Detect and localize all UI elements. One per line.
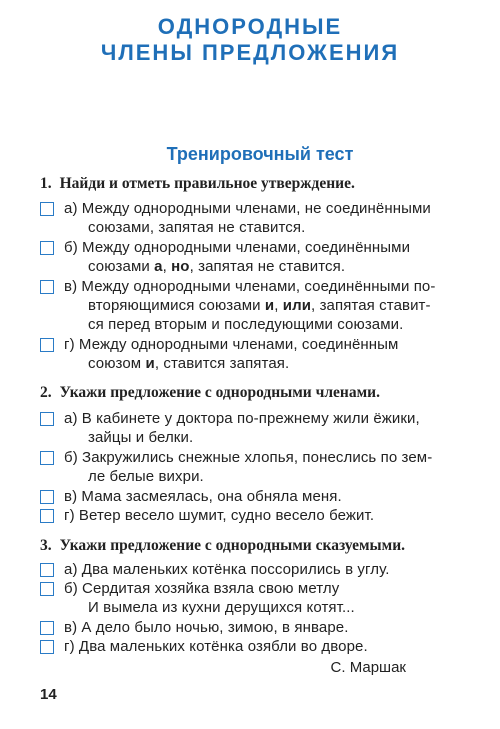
option-q3-a-line1: а) Два маленьких котёнка поссорились в углу. — [64, 561, 390, 578]
checkbox-q3-a[interactable] — [40, 563, 54, 577]
option-q2-b-line2: ле белые вихри. — [88, 468, 204, 485]
option-q1-b-line2: союзами а, но, запятая не ставится. — [88, 258, 346, 275]
title-line-1: ОДНОРОДНЫЕ — [157, 14, 343, 39]
question-2-heading — [40, 384, 380, 402]
question-3-text: Укажи предложение с однородными сказуемыми. — [59, 537, 406, 554]
question-1-heading — [40, 175, 355, 193]
question-2-number: 2. — [40, 384, 52, 401]
test-subtitle: Тренировочный тест — [166, 144, 354, 164]
page-title — [0, 14, 500, 66]
question-2-text: Укажи предложение с однородными членами. — [59, 384, 380, 401]
checkbox-q1-b[interactable] — [40, 241, 54, 255]
checkbox-q2-a[interactable] — [40, 412, 54, 426]
checkbox-q1-d[interactable] — [40, 338, 54, 352]
title-line-2: ЧЛЕНЫ ПРЕДЛОЖЕНИЯ — [100, 40, 400, 65]
option-q3-d-line1: г) Два маленьких котёнка озябли во дворе. — [64, 638, 368, 655]
checkbox-q3-d[interactable] — [40, 640, 54, 654]
question-3-number: 3. — [40, 537, 52, 554]
option-q1-c-line3: ся перед вторым и последующими союзами. — [88, 316, 404, 333]
option-q3-b-line2: И вымела из кухни дерущихся котят... — [88, 599, 355, 616]
checkbox-q2-d[interactable] — [40, 509, 54, 523]
checkbox-q3-b[interactable] — [40, 582, 54, 596]
option-q1-b-line1: б) Между однородными членами, соединёнными — [64, 239, 411, 256]
option-q2-c-line1: в) Мама засмеялась, она обняла меня. — [64, 488, 342, 505]
option-q1-a-line2: союзами, запятая не ставится. — [88, 219, 306, 236]
option-q3-b-line1: б) Сердитая хозяйка взяла свою метлу — [64, 580, 340, 597]
checkbox-q1-a[interactable] — [40, 202, 54, 216]
question-1-text: Найди и отметь правильное утверждение. — [59, 175, 355, 192]
question-3-heading — [40, 537, 405, 555]
checkbox-q3-c[interactable] — [40, 621, 54, 635]
checkbox-q2-b[interactable] — [40, 451, 54, 465]
option-q2-a-line2: зайцы и белки. — [88, 429, 194, 446]
page-number: 14 — [40, 686, 57, 703]
option-q1-c-line1: в) Между однородными членами, соединёнными по- — [64, 278, 436, 295]
option-q2-b-line1: б) Закружились снежные хлопья, понеслись по зем- — [64, 449, 433, 466]
quote-author: С. Маршак — [330, 659, 406, 676]
option-q1-a-line1: а) Между однородными членами, не соединёнными — [64, 200, 431, 217]
option-q2-a-line1: а) В кабинете у доктора по-прежнему жили ёжики, — [64, 410, 420, 427]
checkbox-q2-c[interactable] — [40, 490, 54, 504]
checkbox-q1-c[interactable] — [40, 280, 54, 294]
option-q3-c-line1: в) А дело было ночью, зимою, в январе. — [64, 619, 349, 636]
option-q1-c-line2: вторяющимися союзами и, или, запятая ставит- — [88, 297, 431, 314]
option-q1-d-line2: союзом и, ставится запятая. — [88, 355, 290, 372]
question-1-number: 1. — [40, 175, 52, 192]
option-q2-d-line1: г) Ветер весело шумит, судно весело бежит. — [64, 507, 375, 524]
option-q1-d-line1: г) Между однородными членами, соединённым — [64, 336, 399, 353]
